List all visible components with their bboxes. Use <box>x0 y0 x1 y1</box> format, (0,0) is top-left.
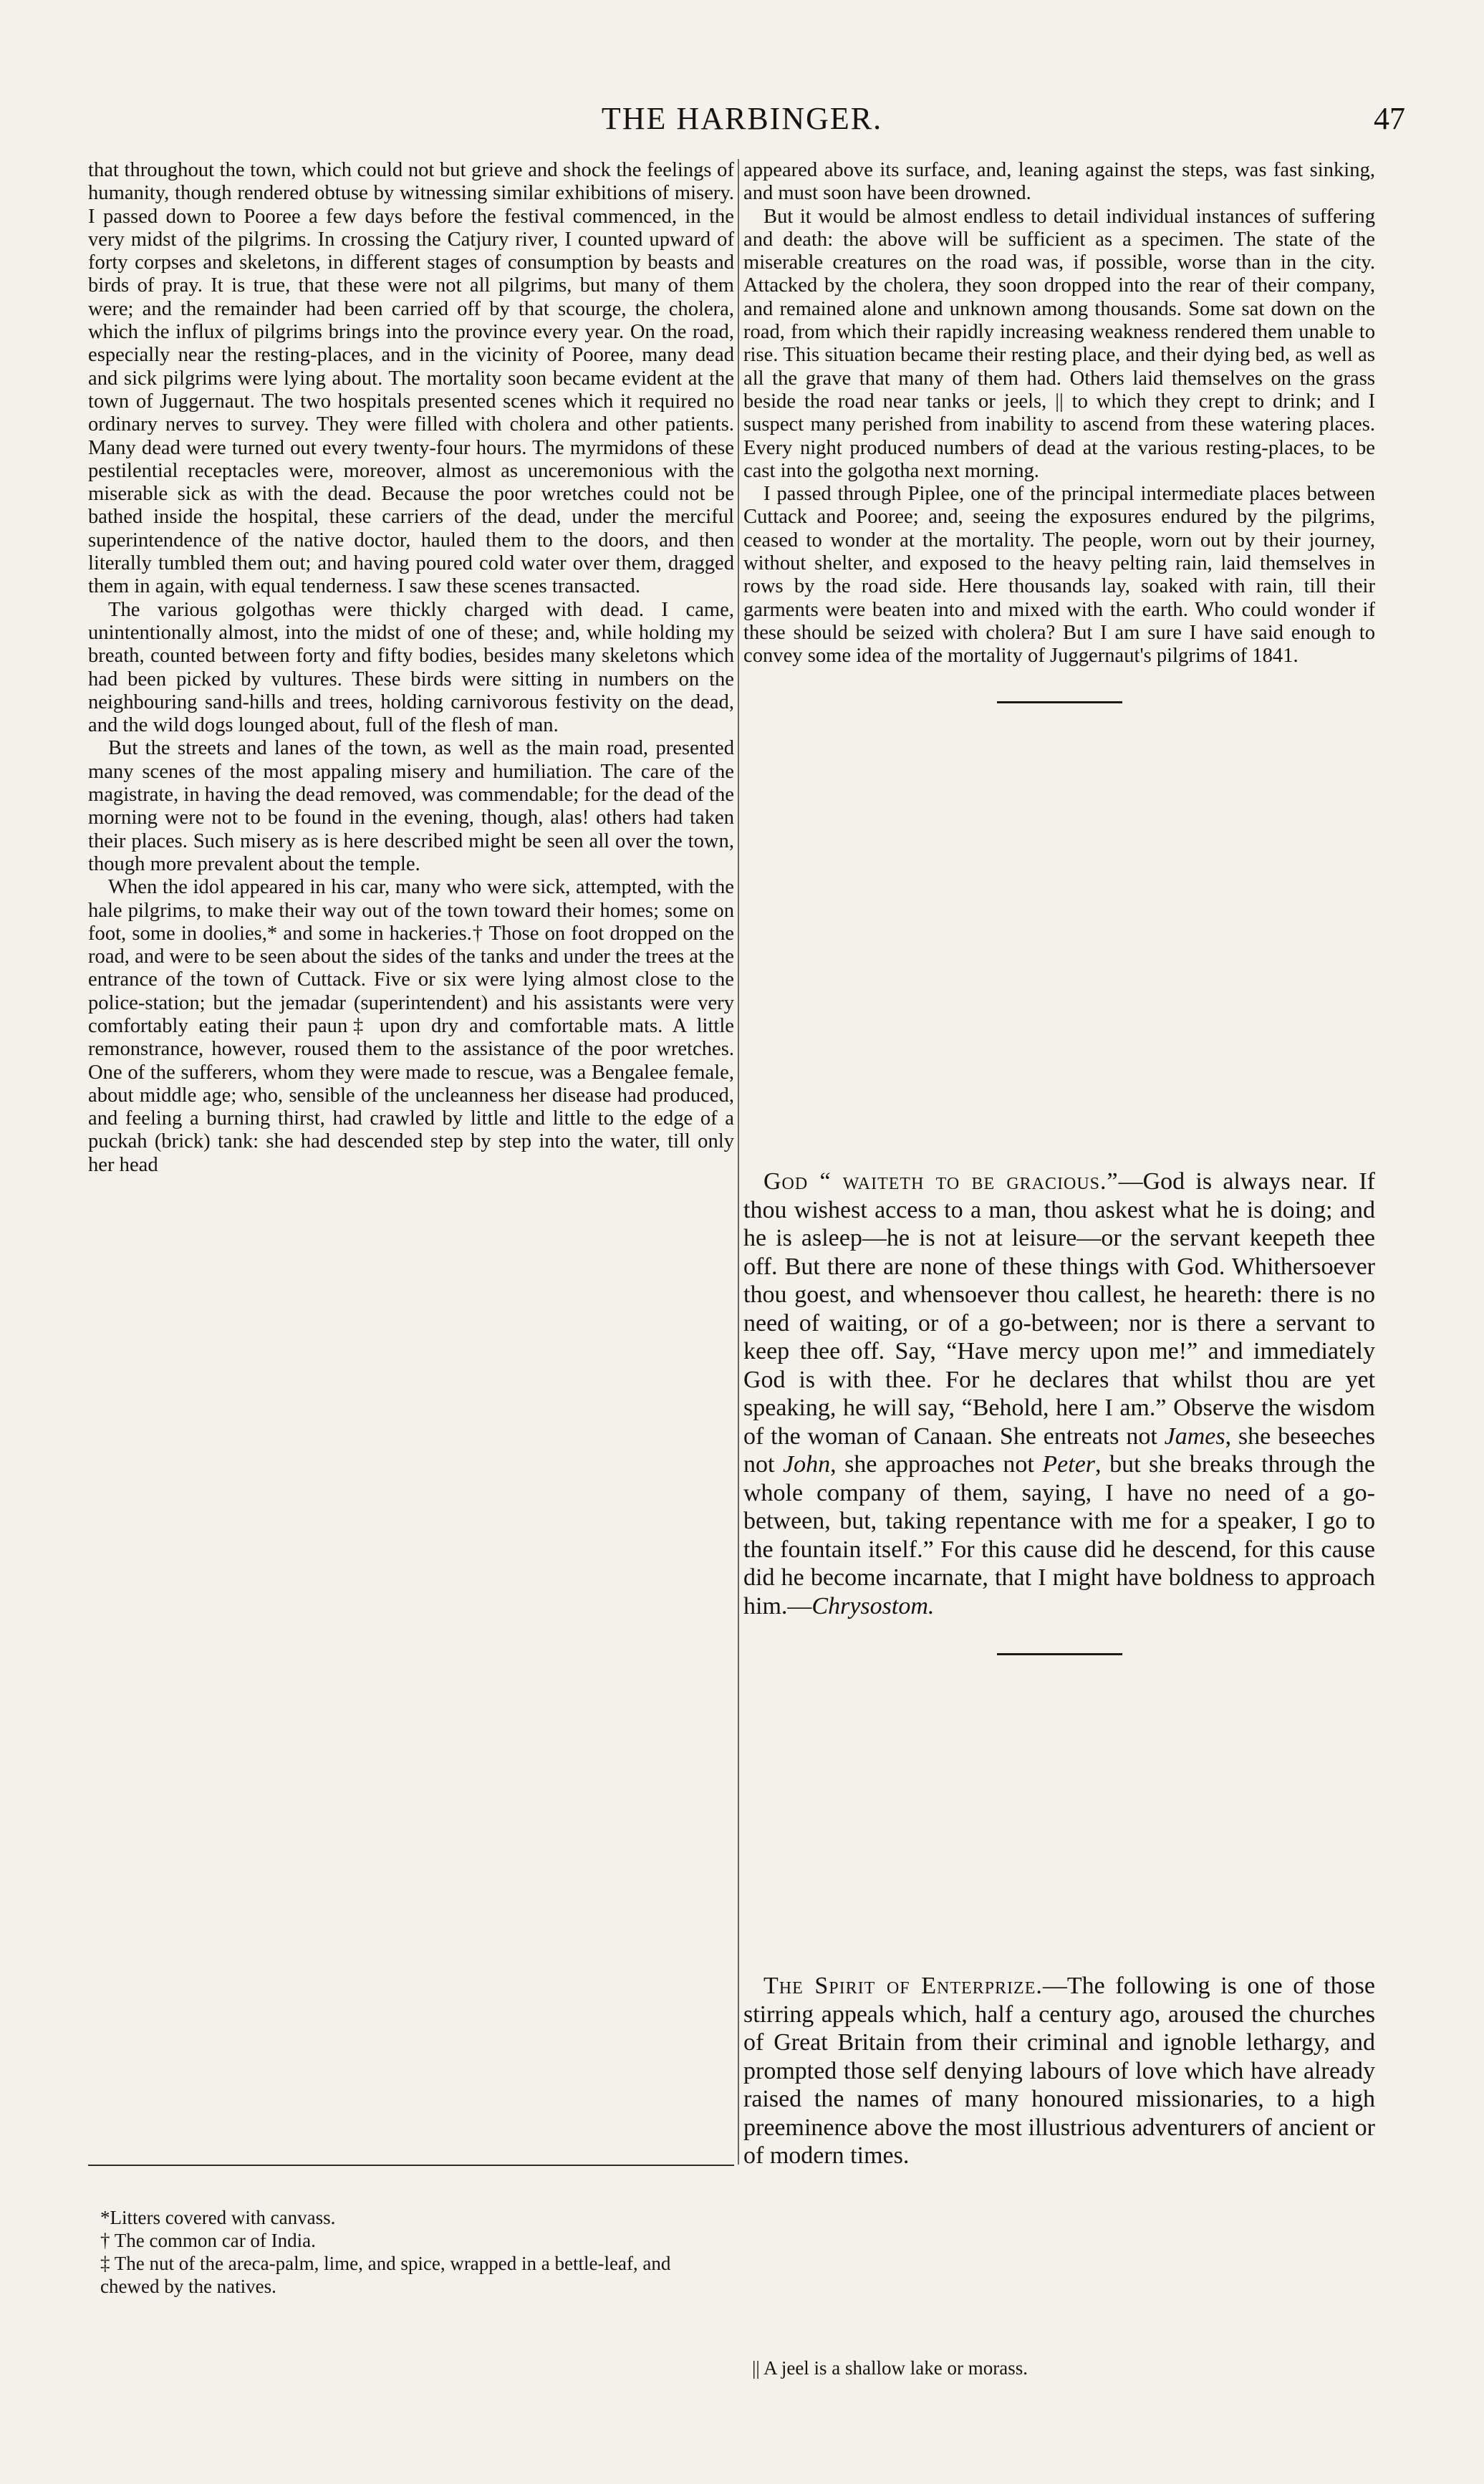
page-header <box>72 100 1412 143</box>
paragraph: that throughout the town, which could not but grieve and shock the feelings of humanity, though rendered obtuse by witnessing similar exhibitions of misery. I passed down to Pooree a few days before the festival commenced, in the very midst of the pilgrims. In crossing the Catjury river, I counted upward of forty corpses and skeletons, in different stages of consumption by beasts and birds of pray. It is true, that these were not all pilgrims, but many of them were; and the remainder had been carried off by that scourge, the cholera, which the influx of pilgrims brings into the province every year. On the road, especially near the resting-places, and in the vicinity of Pooree, many dead and sick pilgrims were lying about. The mortality soon became evident at the town of Juggernaut. The two hospitals presented scenes which it required no ordinary nerves to survey. They were filled with cholera and other patients. Many dead were turned out every twenty-four hours. The myrmidons of these pestilential receptacles were, moreover, almost as unceremonious with the miserable sick as with the dead. Because the poor wretches could not be bathed inside the hospital, these carriers of the dead, under the merciful superintendence of the native doctor, hauled them to the doors, and then literally tumbled them out; and having poured cold water over them, dragged them in again, with equal tenderness. I saw these scenes transacted. <box>88 159 734 598</box>
anecdote-name: Peter <box>1042 1451 1096 1478</box>
paragraph: But the streets and lanes of the town, as well as the main road, presented many scenes of the most appaling misery and humiliation. The care of the magistrate, in having the dead removed, was commendable; for the dead of the morning were not to be found in the evening, though, alas! others had taken their places. Such misery as is here described might be seen all over the town, though more prevalent about the temple. <box>88 737 734 875</box>
anecdote-name: James <box>1164 1422 1225 1450</box>
anecdote-text: , she beseeches not <box>743 1422 1375 1478</box>
running-title: THE HARBINGER. <box>601 101 883 136</box>
paragraph: The various golgothas were thickly charged with dead. I came, unintentionally almost, into the midst of one of these; and, while holding my breath, counted between forty and fifty bodies, besides many skeletons which had been picked by vultures. These birds were sitting in numbers on the neighbouring sand-hills and trees, holding carnivorous festivity on the dead, and the wild dogs lounged about, full of the flesh of man. <box>88 598 734 737</box>
footnote: || A jeel is a shallow lake or morass. <box>752 2357 1028 2379</box>
anecdote-heading: God “ waiteth to be gracious.” <box>763 1168 1119 1195</box>
paragraph: When the idol appeared in his car, many who were sick, attempted, with the hale pilgrims, to make their way out of the town toward their homes; some on foot, some in doolies,* and some in hackeries.† Those on foot dropped on the road, and were to be seen about the sides of the tanks and under the trees at the entrance of the town of Cuttack. Five or six were lying almost close to the police-station; but the jemadar (superintendent) and his assistants were very comfortably eating their paun‡ upon dry and comfortable mats. A little remonstrance, however, roused them to the assistance of the poor wretches. One of the sufferers, whom they were made to rescue, was a Bengalee female, about middle age; who, sensible of the uncleanness her disease had produced, and feeling a burning thirst, had crawled by little and little to the edge of a puckah (brick) tank: she had descended step by step into the water, till only her head <box>88 876 734 1176</box>
anecdote-name: John <box>782 1451 831 1478</box>
footnote: *Litters covered with canvass. <box>100 2207 336 2228</box>
anecdote-text: , but she breaks through the whole company of them, saying, I have no need of a go-between, but, taking repentance with me for a speaker, I go to the fountain itself.” For this cause did he descend, for this cause did he become incarnate, that I might have boldness to approach him.— <box>743 1451 1375 1619</box>
paragraph <box>743 1168 1375 1620</box>
footnote-rule <box>88 2165 734 2166</box>
enterprise-section <box>743 1972 1375 2170</box>
section-rule <box>997 701 1122 703</box>
paragraph <box>743 1972 1375 2170</box>
page-number: 47 <box>1374 101 1405 136</box>
paragraph: But it would be almost endless to detail individual instances of suffering and death: the above will be sufficient as a specimen. The state of the miserable creatures on the road was, if possible, worse than in the city. Attacked by the cholera, they soon dropped into the rear of their company, and remained alone and unknown among thousands. Some sat down on the road, from which their rapidly increasing weakness rendered them unable to rise. This situation became their resting place, and their dying bed, as well as all the grave that many of them had. Others laid themselves on the grass beside the road near tanks or jeels, || to which they crept to drink; and I suspect many perished from inability to ascend from these watering places. Every night produced numbers of dead at the various resting-places, to be cast into the golgotha next morning. <box>743 205 1375 482</box>
anecdote-body: —God is always near. If thou wishest access to a man, thou askest what he is doing; and he is asleep—he is not at leisure—or the servant keepeth thee off. But there are none of these things with God. Whithersoever thou goest, and whensoever thou callest, he heareth: there is no need of waiting, or of a go-between; nor is there a servant to keep thee off. Say, “Have mercy upon me!” and immediately God is with thee. For he declares that whilst thou are yet speaking, he will say, “Behold, here I am.” Observe the wisdom of the woman of Canaan. She entreats not <box>743 1168 1375 1450</box>
paragraph: appeared above its surface, and, leaning against the steps, was fast sinking, and must soon have been drowned. <box>743 159 1375 205</box>
footnotes <box>100 2206 723 2298</box>
paragraph: I passed through Piplee, one of the principal intermediate places between Cuttack and Pooree; and, seeing the exposures endured by the pilgrims, ceased to wonder at the mortality. The people, worn out by their journey, without shelter, and exposed to the heavy pelting rain, laid themselves in rows by the road side. Here thousands lay, soaked with rain, till their garments were beaten into and mixed with the earth. Who could wonder if these should be seized with cholera? But I am sure I have said enough to convey some idea of the mortality of Juggernaut's pilgrims of 1841. <box>743 483 1375 668</box>
column-divider <box>738 159 739 2165</box>
footnote: † The common car of India. <box>100 2230 316 2251</box>
anecdote-section <box>743 1168 1375 1655</box>
footnote: ‡ The nut of the areca-palm, lime, and spice, wrapped in a bettle-leaf, and chewed by the natives. <box>100 2253 671 2297</box>
right-column <box>743 159 1375 703</box>
enterprise-body: —The following is one of those stirring appeals which, half a century ago, aroused the churches of Great Britain from their criminal and ignoble lethargy, and prompted those self denying labours of love which have already raised the names of many honoured missionaries, to a high preeminence above the most illustrious adventurers of ancient or of modern times. <box>743 1973 1376 2169</box>
enterprise-heading: The Spirit of Enterprize. <box>763 1973 1043 1999</box>
left-column <box>88 159 734 1177</box>
anecdote-attribution: Chrysostom. <box>811 1592 935 1619</box>
section-rule <box>997 1653 1122 1655</box>
anecdote-text: , she approaches not <box>830 1451 1043 1478</box>
